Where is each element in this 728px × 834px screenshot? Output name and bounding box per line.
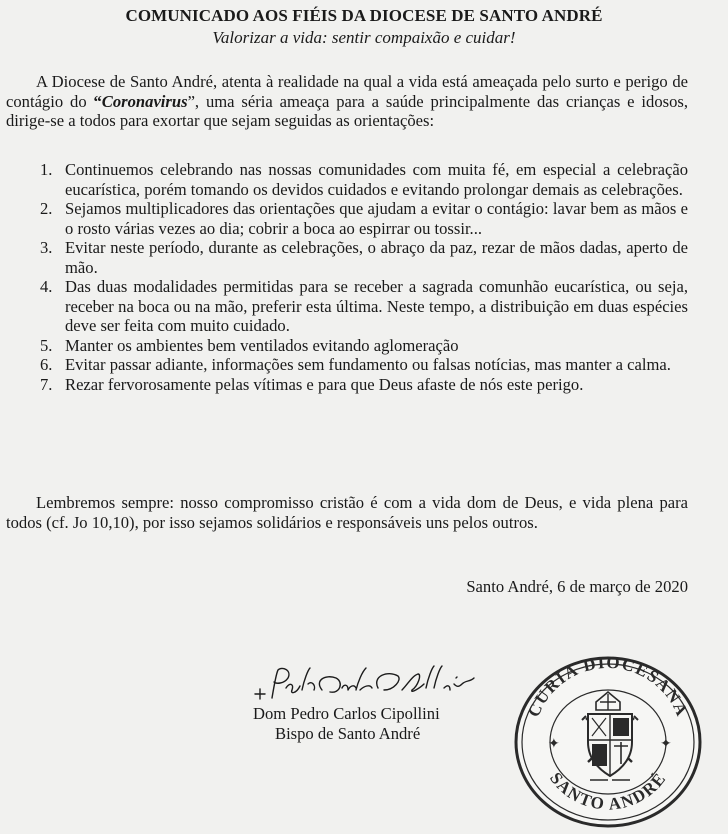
diocesan-seal — [512, 652, 704, 828]
svg-text:✦: ✦ — [660, 737, 672, 752]
intro-emphasis: Coronavirus — [101, 91, 188, 111]
list-item-text: Manter os ambientes bem ventilados evitando aglomeração — [65, 335, 459, 355]
intro-text-after: ”, uma séria ameaça para a saúde principalmente das crianças e idosos, dirige-se a todos para exortar que sejam seguidas as orientações: — [6, 91, 688, 130]
list-item-text: Rezar fervorosamente pelas vítimas e para que Deus afaste de nós este perigo. — [65, 374, 584, 394]
list-item-text: Continuemos celebrando nas nossas comunidades com muita fé, em especial a celebração eucarística, porém tomando os devidos cuidados e evitando prolongar demais as celebrações. — [65, 160, 688, 199]
svg-text:SANTO ANDRÉ: SANTO ANDRÉ — [546, 768, 670, 814]
svg-text:CURIA DIOCESANA: CURIA DIOCESANA — [523, 652, 693, 720]
list-item — [40, 336, 688, 356]
list-item-number: 1. — [40, 160, 53, 179]
list-item-number: 5. — [40, 335, 53, 355]
signature-block — [0, 652, 728, 834]
list-item — [40, 355, 688, 375]
document-title: COMUNICADO AOS FIÉIS DA DIOCESE DE SANTO ANDRÉ — [125, 6, 603, 25]
list-item-number: 3. — [40, 238, 53, 257]
list-item — [40, 160, 688, 199]
list-item-number: 4. — [40, 277, 53, 296]
list-item-text: Evitar passar adiante, informações sem fundamento ou falsas notícias, mas manter a calma. — [65, 355, 671, 374]
signer-name: Dom Pedro Carlos Cipollini — [253, 704, 440, 723]
list-item — [40, 375, 688, 395]
list-item-number: 2. — [40, 199, 53, 218]
list-item-text: Sejamos multiplicadores das orientações que ajudam a evitar o contágio: lavar bem as mãos e o rosto várias vezes ao dia; cobrir a boca ao espirrar ou tossir... — [65, 199, 688, 238]
list-item — [40, 199, 688, 238]
handwritten-signature — [252, 660, 492, 710]
list-item-text: Evitar neste período, durante as celebrações, o abraço da paz, rezar de mãos dadas, aperto de mão. — [65, 238, 688, 277]
list-item — [40, 277, 688, 336]
intro-text-before: A Diocese de Santo André, atenta à realidade na qual a vida está ameaçada pelo surto e perigo de contágio do — [6, 72, 688, 111]
document-subtitle: Valorizar a vida: sentir compaixão e cuidar! — [212, 28, 516, 47]
svg-text:✦: ✦ — [548, 737, 560, 752]
orientations-list — [40, 160, 688, 394]
closing-paragraph: Lembremos sempre: nosso compromisso cristão é com a vida dom de Deus, e vida plena para todos (cf. Jo 10,10), por isso sejamos solidários e responsáveis uns pelos outros. — [6, 493, 688, 532]
list-item-number: 6. — [40, 355, 53, 374]
list-item — [40, 238, 688, 277]
document-date: Santo André, 6 de março de 2020 — [466, 577, 688, 596]
list-item-number: 7. — [40, 374, 53, 394]
intro-paragraph — [6, 72, 688, 131]
list-item-text: Das duas modalidades permitidas para se receber a sagrada comunhão eucarística, ou seja, receber na boca ou na mão, preferir esta última. Neste tempo, a distribuição em duas espécies deve ser feita com muito cuidado. — [65, 277, 688, 335]
signer-role: Bispo de Santo André — [275, 724, 421, 743]
intro-open-quote: “ — [93, 91, 102, 111]
